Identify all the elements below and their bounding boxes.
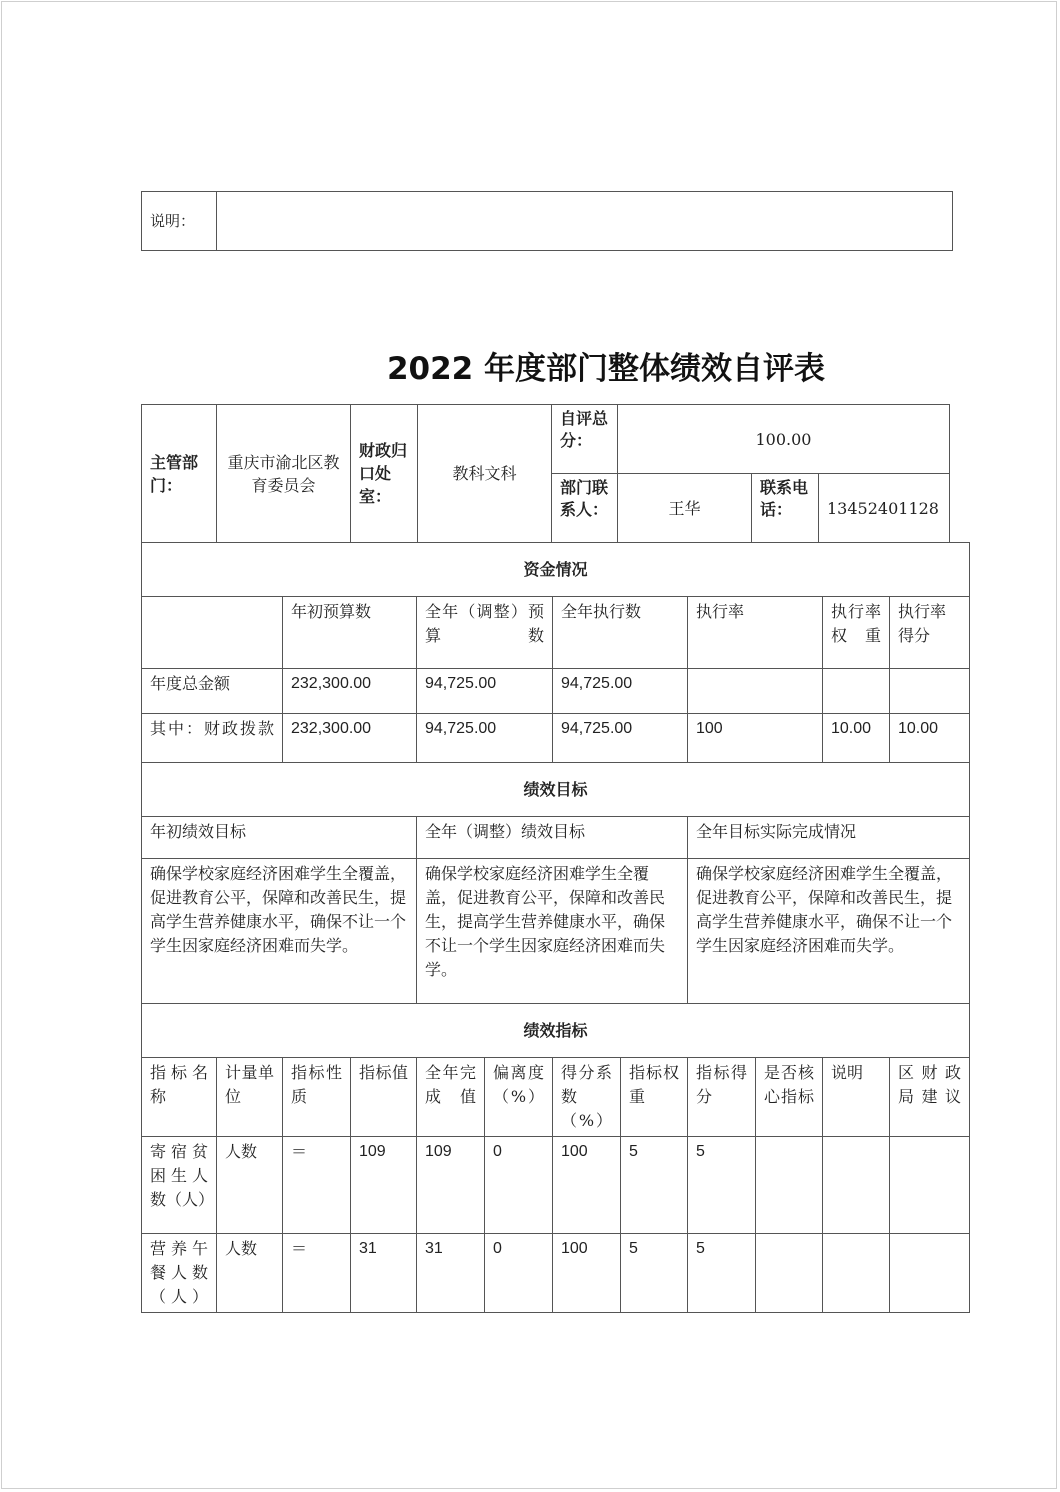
- ind-cell: [823, 1137, 890, 1234]
- ind-col: 得分系数（%）: [553, 1058, 621, 1137]
- ind-col: 指标值: [351, 1058, 417, 1137]
- contact-label: 部门联系人：: [552, 474, 618, 543]
- ind-cell: 寄宿贫困生人数（人）: [142, 1137, 217, 1234]
- funds-section-title: 资金情况: [142, 543, 970, 597]
- ind-col: 指标名称: [142, 1058, 217, 1137]
- funds-col-weight: 执行率权重: [823, 597, 890, 669]
- funds-cell: 10.00: [823, 714, 890, 763]
- ind-col: 偏离度（%）: [485, 1058, 553, 1137]
- funds-cell: 94,725.00: [553, 669, 688, 714]
- ind-cell: [756, 1137, 823, 1234]
- ind-col: 是否核心指标: [756, 1058, 823, 1137]
- header-table: [141, 404, 950, 543]
- ind-col: 全年完成值: [417, 1058, 485, 1137]
- goals-section-title: 绩效目标: [142, 763, 970, 817]
- goals-col-adjusted: 全年（调整）绩效目标: [417, 817, 688, 859]
- funds-col-blank: [142, 597, 283, 669]
- funds-col-budget: 年初预算数: [283, 597, 417, 669]
- ind-cell: 5: [688, 1137, 756, 1234]
- ind-col: 指标性质: [283, 1058, 351, 1137]
- ind-cell: 0: [485, 1137, 553, 1234]
- funds-cell: 10.00: [890, 714, 970, 763]
- main-table: [141, 542, 970, 1313]
- phone-label: 联系电话：: [752, 474, 819, 543]
- score-value: 100.00: [618, 405, 950, 474]
- ind-cell: 31: [351, 1234, 417, 1313]
- note-label: 说明：: [142, 192, 217, 251]
- funds-cell: [823, 669, 890, 714]
- dept-value: 重庆市渝北区教育委员会: [217, 405, 351, 543]
- funds-col-rate: 执行率: [688, 597, 823, 669]
- funds-cell: 94,725.00: [417, 714, 553, 763]
- page-title: 2022 年度部门整体绩效自评表: [386, 351, 826, 387]
- note-value: [217, 192, 953, 251]
- funds-cell: 94,725.00: [417, 669, 553, 714]
- goals-col-actual: 全年目标实际完成情况: [688, 817, 970, 859]
- ind-cell: 营养午餐人数（人）: [142, 1234, 217, 1313]
- ind-cell: 100: [553, 1137, 621, 1234]
- funds-cell: 232,300.00: [283, 669, 417, 714]
- note-table: [141, 191, 953, 251]
- goals-text-initial: 确保学校家庭经济困难学生全覆盖，促进教育公平，保障和改善民生，提高学生营养健康水平，确保不让一个学生因家庭经济困难而失学。: [142, 859, 417, 1004]
- funds-row-label: 其中：财政拨款: [142, 714, 283, 763]
- ind-cell: ＝: [283, 1234, 351, 1313]
- office-label: 财政归口处室：: [351, 405, 418, 543]
- ind-cell: 100: [553, 1234, 621, 1313]
- ind-cell: 人数: [217, 1137, 283, 1234]
- funds-cell: [890, 669, 970, 714]
- ind-col: 区财政局建议: [890, 1058, 970, 1137]
- ind-col: 指标权重: [621, 1058, 688, 1137]
- ind-cell: 109: [417, 1137, 485, 1234]
- dept-label: 主管部门：: [142, 405, 217, 543]
- funds-cell: 100: [688, 714, 823, 763]
- goals-text-actual: 确保学校家庭经济困难学生全覆盖，促进教育公平，保障和改善民生，提高学生营养健康水平，确保不让一个学生因家庭经济困难而失学。: [688, 859, 970, 1004]
- ind-cell: 5: [621, 1234, 688, 1313]
- phone-value: 13452401128: [819, 474, 950, 543]
- goals-col-initial: 年初绩效目标: [142, 817, 417, 859]
- indicators-section-title: 绩效指标: [142, 1004, 970, 1058]
- ind-cell: 109: [351, 1137, 417, 1234]
- ind-cell: [756, 1234, 823, 1313]
- ind-col: 说明: [823, 1058, 890, 1137]
- ind-cell: [890, 1137, 970, 1234]
- ind-cell: 0: [485, 1234, 553, 1313]
- ind-cell: 人数: [217, 1234, 283, 1313]
- goals-text-adjusted: 确保学校家庭经济困难学生全覆盖，促进教育公平，保障和改善民生，提高学生营养健康水平，确保不让一个学生因家庭经济困难而失学。: [417, 859, 688, 1004]
- office-value: 教科文科: [418, 405, 552, 543]
- funds-cell: 94,725.00: [553, 714, 688, 763]
- contact-value: 王华: [618, 474, 752, 543]
- ind-cell: [890, 1234, 970, 1313]
- ind-cell: 5: [688, 1234, 756, 1313]
- funds-col-adjusted: 全年（调整）预算数: [417, 597, 553, 669]
- ind-cell: ＝: [283, 1137, 351, 1234]
- funds-row-label: 年度总金额: [142, 669, 283, 714]
- ind-cell: [823, 1234, 890, 1313]
- ind-col: 计量单位: [217, 1058, 283, 1137]
- funds-col-score: 执行率得分: [890, 597, 970, 669]
- ind-cell: 31: [417, 1234, 485, 1313]
- ind-cell: 5: [621, 1137, 688, 1234]
- score-label: 自评总分：: [552, 405, 618, 474]
- funds-cell: [688, 669, 823, 714]
- funds-col-executed: 全年执行数: [553, 597, 688, 669]
- funds-cell: 232,300.00: [283, 714, 417, 763]
- ind-col: 指标得分: [688, 1058, 756, 1137]
